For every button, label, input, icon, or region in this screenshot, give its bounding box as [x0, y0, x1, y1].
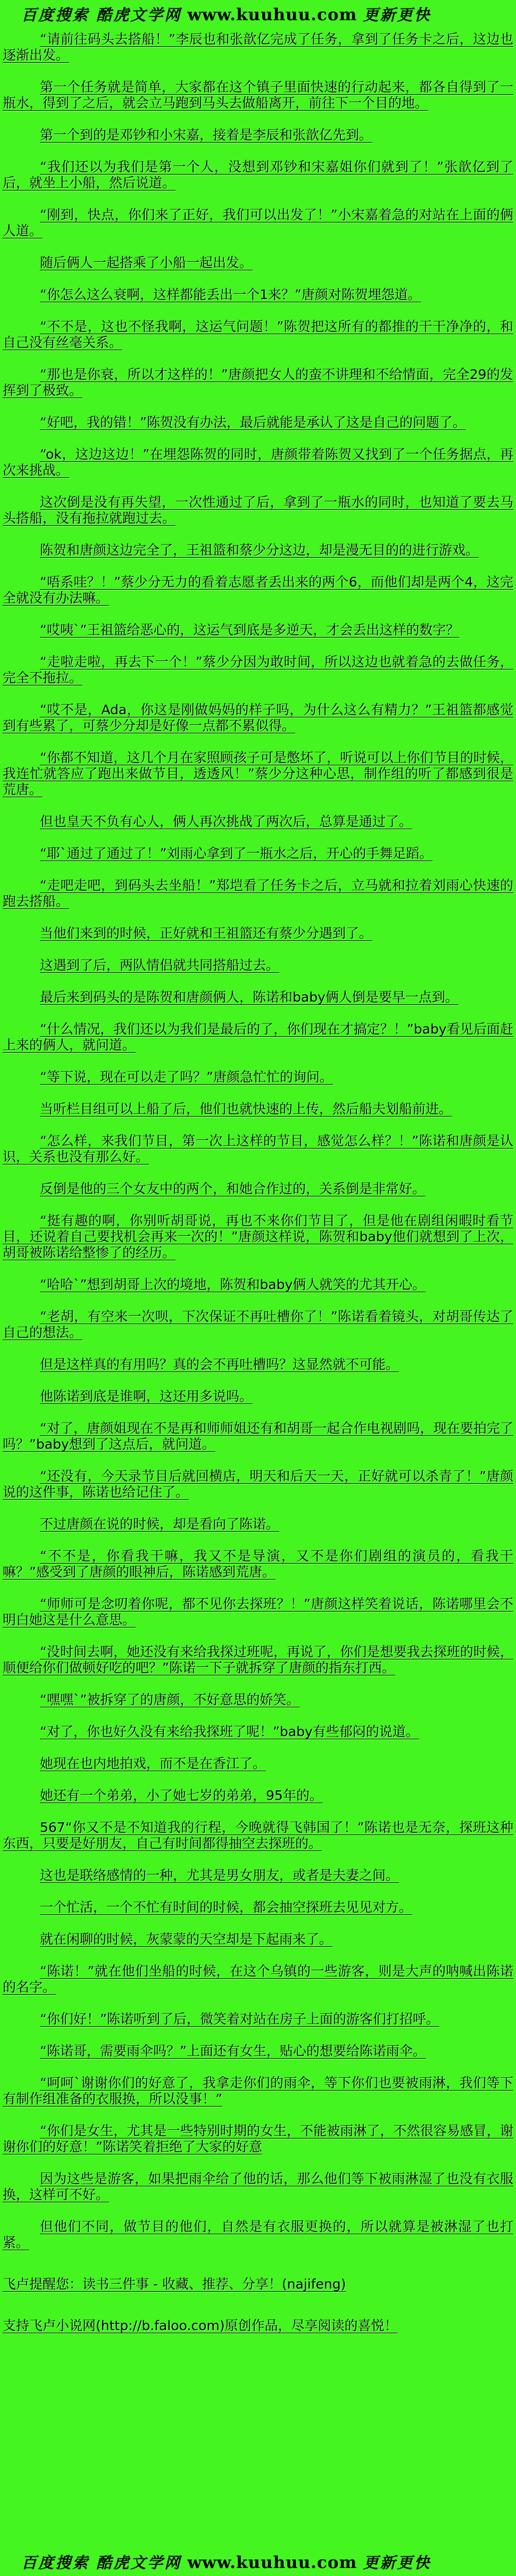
novel-paragraph: 但是这样真的有用吗？真的会不再吐槽吗？这显然就不可能。	[40, 1357, 400, 1372]
novel-paragraph: 但他们不同，做节目的他们，自然是有衣服更换的，所以就算是被淋湿了也打紧。	[3, 2219, 513, 2250]
novel-paragraph: 这也是联络感情的一种，尤其是男女朋友，或者是夫妻之间。	[40, 1868, 400, 1883]
novel-paragraph: “你怎么这么衰啊，这样都能丢出一个1来？”唐颜对陈贺埋怨道。	[40, 287, 421, 302]
novel-paragraph: “你们是女生，尤其是一些特别时期的女生，不能被雨淋了，不然很容易感冒，谢谢你们的好意！”陈诺笑着拒绝了大家的好意	[3, 2123, 513, 2154]
novel-paragraph: “对了，唐颜姐现在不是再和师师姐还有和胡哥一起合作电视剧吗，现在要拍完了吗？”baby想到了这点后，就问道。	[3, 1421, 513, 1452]
novel-paragraph: 这次倒是没有再失望，一次性通过了后，拿到了一瓶水的同时，也知道了要去马头搭船，没有拖拉就跑过去。	[3, 494, 513, 526]
novel-paragraph: “陈诺哥，需要雨伞吗？”上面还有女生，贴心的想要给陈诺雨伞。	[40, 2043, 426, 2059]
novel-paragraph: 她还有一个弟弟，小了她七岁的弟弟，95年的。	[40, 1788, 323, 1803]
novel-paragraph: “呵呵`谢谢你们的好意了，我拿走你们的雨伞，等下你们也要被雨淋，我们等下有制作组准备的衣服换，所以没事！”	[3, 2075, 513, 2107]
novel-paragraph: “哎不是，Ada，你这是刚做妈妈的样子吗，为什么这么有精力？”王祖篮都感觉到有些累了，可蔡少分却是好像一点都不累似得。	[3, 702, 513, 733]
novel-paragraph: “不不是，你看我干嘛，我又不是导演，又不是你们剧组的演员的，看我干嘛？”感受到了唐颜的眼神后，陈诺感到荒唐。	[3, 1548, 513, 1580]
novel-paragraph: 当他们来到的时候，正好就和王祖篮还有蔡少分遇到了。	[40, 926, 373, 941]
novel-paragraph: “什么情况，我们还以为我们是最后的了，你们现在才搞定？！”baby看见后面赶上来的俩人，就问道。	[3, 1021, 513, 1053]
site-brand-text: 百度搜索 酷虎文学网	[21, 2554, 182, 2572]
novel-paragraph: 但也皇天不负有心人，俩人再次挑战了两次后，总算是通过了。	[40, 814, 413, 829]
site-banner-bottom	[0, 2551, 431, 2573]
novel-paragraph: 飞卢提醒您：读书三件事 - 收藏、推荐、分享！(najifeng)	[3, 2276, 346, 2292]
novel-paragraph: 当听栏目组可以上船了后，他们也就快速的上传，然后船夫划船前进。	[40, 1101, 453, 1117]
novel-paragraph: “刚到，快点，你们来了正好，我们可以出发了！”小宋嘉着急的对站在上面的俩人道。	[3, 207, 513, 238]
novel-paragraph: 最后来到码头的是陈贺和唐颜俩人，陈诺和baby俩人倒是要早一点到。	[40, 989, 459, 1005]
novel-paragraph: “走啦走啦，再去下一个！”蔡少分因为敢时间，所以这边也就着急的去做任务，完全不拖拉。	[3, 654, 513, 686]
novel-paragraph: “请前往码头去搭船！”李辰也和张歆亿完成了任务，拿到了任务卡之后，这边也逐渐出发。	[3, 31, 513, 63]
novel-paragraph-list	[3, 31, 513, 2251]
site-url-text: www.kuuhuu.com	[187, 2553, 357, 2572]
novel-paragraph: 反倒是他的三个女友中的两个，和她合作过的，关系倒是非常好。	[40, 1181, 426, 1196]
novel-paragraph: “你都不知道，这几个月在家照顾孩子可是憋坏了，听说可以上你们节目的时候，我连忙就答应了跑出来做节目，透透风！”蔡少分这种心思，制作组的听了都感到很是荒唐。	[3, 750, 513, 797]
novel-paragraph: “你们好！”陈诺听到了后，微笑着对站在房子上面的游客们打招呼。	[40, 2011, 439, 2027]
novel-paragraph: 她现在也内地拍戏，而不是在香江了。	[40, 1756, 267, 1771]
site-tagline-text: 更新更快	[363, 6, 431, 24]
novel-paragraph: “师师可是念叨着你呢，都不见你去探班？！”唐颜这样笑着说话，陈诺哪里会不明白她这是什么意思。	[3, 1596, 513, 1628]
novel-paragraph: “老胡，有空来一次呗，下次保证不再吐槽你了！”陈诺看着镜头，对胡哥传达了自己的想法。	[3, 1309, 513, 1340]
novel-paragraph: “嘿嘿`”被拆穿了的唐颜，不好意思的娇笑。	[40, 1692, 300, 1707]
novel-paragraph: “唔系哇？！”蔡少分无力的看着志愿者丢出来的两个6，而他们却是两个4，这完全就没有办法嘛。	[3, 574, 513, 606]
novel-paragraph: “不不是，这也不怪我啊，这运气问题！”陈贺把这所有的都推的干干净净的，和自己没有丝毫关系。	[3, 319, 513, 350]
novel-paragraph: “ok，这边这边！”在埋怨陈贺的同时，唐颜带着陈贺又找到了一个任务据点，再次来挑战。	[3, 447, 513, 478]
novel-paragraph: 支持飞卢小说网(http://b.faloo.com)原创作品，尽享阅读的喜悦！	[3, 2318, 398, 2333]
site-tagline-text: 更新更快	[363, 2554, 431, 2572]
novel-paragraph: 一个忙活，一个不忙有时间的时候，都会抽空探班去见见对方。	[40, 1900, 413, 1915]
novel-paragraph: “哈哈`”想到胡哥上次的境地，陈贺和baby俩人就笑的尤其开心。	[40, 1277, 426, 1292]
novel-paragraph: “我们还以为我们是第一个人，没想到邓钞和宋嘉姐你们就到了！”张歆亿到了后，就坐上小船，然后说道。	[3, 159, 513, 191]
novel-paragraph: “还没有，今天录节目后就回横店，明天和后天一天，正好就可以杀青了！”唐颜说的这件事，陈诺也给记住了。	[3, 1468, 513, 1500]
site-brand-text: 百度搜索 酷虎文学网	[21, 6, 182, 24]
novel-paragraph: 第一个到的是邓钞和小宋嘉，接着是李辰和张歆亿先到。	[40, 127, 373, 143]
novel-paragraph: “陈诺！”就在他们坐船的时候，在这个乌镇的一些游客，则是大声的呐喊出陈诺的名字。	[3, 1963, 513, 1995]
novel-paragraph: “好吧，我的错！”陈贺没有办法，最后就能是承认了这是自己的问题了。	[40, 415, 466, 430]
novel-paragraph: “对了，你也好久没有来给我探班了呢！”baby有些郁闷的说道。	[40, 1724, 419, 1739]
novel-paragraph: 因为这些是游客，如果把雨伞给了他的话，那么他们等下被雨淋湿了也没有衣服换，这样可不好。	[3, 2171, 513, 2202]
novel-paragraph: 他陈诺到底是谁啊，这还用多说吗。	[40, 1389, 253, 1404]
novel-paragraph: 不过唐颜在说的时候，却是看向了陈诺。	[40, 1516, 280, 1532]
novel-paragraph: 随后俩人一起搭乘了小船一起出发。	[40, 255, 253, 270]
site-url-text: www.kuuhuu.com	[187, 5, 357, 24]
novel-paragraph: “哎咦`”王祖篮给恶心的，这运气到底是多逆天，才会丢出这样的数字？	[40, 622, 460, 638]
novel-paragraph: “怎么样，来我们节目，第一次上这样的节目，感觉怎么样？！”陈诺和唐颜是认识，关系也没有那么好。	[3, 1133, 513, 1165]
site-notice-list	[3, 2276, 513, 2334]
novel-content	[0, 25, 516, 2334]
novel-paragraph: 这遇到了后，两队情侣就共同搭船过去。	[40, 957, 280, 973]
novel-paragraph: 567“你又不是不知道我的行程，今晚就得飞韩国了！”陈诺也是无奈，探班这种东西，只要是好朋友，自己有时间都得抽空去探班的。	[3, 1820, 513, 1851]
novel-paragraph: 陈贺和唐颜这边完全了，王祖篮和蔡少分这边，却是漫无目的的进行游戏。	[40, 542, 479, 558]
novel-paragraph: 第一个任务就是简单，大家都在这个镇子里面快速的行动起来，都各自得到了一瓶水，得到了之后，就会立马跑到马头去做船离开，前往下一个目的地。	[3, 79, 513, 111]
novel-paragraph: “耶`通过了通过了！”刘雨心拿到了一瓶水之后，开心的手舞足蹈。	[40, 846, 433, 861]
site-banner-top	[0, 0, 516, 25]
novel-paragraph: “那也是你衰，所以才这样的！”唐颜把女人的蛮不讲理和不给情面，完全29的发挥到了极致。	[3, 367, 513, 398]
novel-paragraph: “挺有趣的啊，你别听胡哥说，再也不来你们节目了，但是他在剧组闲暇时看节目，还说着自己要找机会再来一次的！”唐颜这样说，陈贺和baby他们就想到了上次，胡哥被陈诺给整惨了的经历。	[3, 1213, 513, 1260]
novel-paragraph: “没时间去啊，她还没有来给我探过班呢，再说了，你们是想要我去探班的时候，顺便给你们做顿好吃的吧？”陈诺一下子就拆穿了唐颜的指东打西。	[3, 1644, 513, 1675]
novel-paragraph: “等下说，现在可以走了吗？”唐颜急忙忙的询问。	[40, 1069, 333, 1085]
novel-paragraph: “走吧走吧，到码头去坐船！”郑垲看了任务卡之后，立马就和拉着刘雨心快速的跑去搭船。	[3, 878, 513, 909]
novel-paragraph: 就在闲聊的时候，灰蒙蒙的天空却是下起雨来了。	[40, 1931, 333, 1947]
